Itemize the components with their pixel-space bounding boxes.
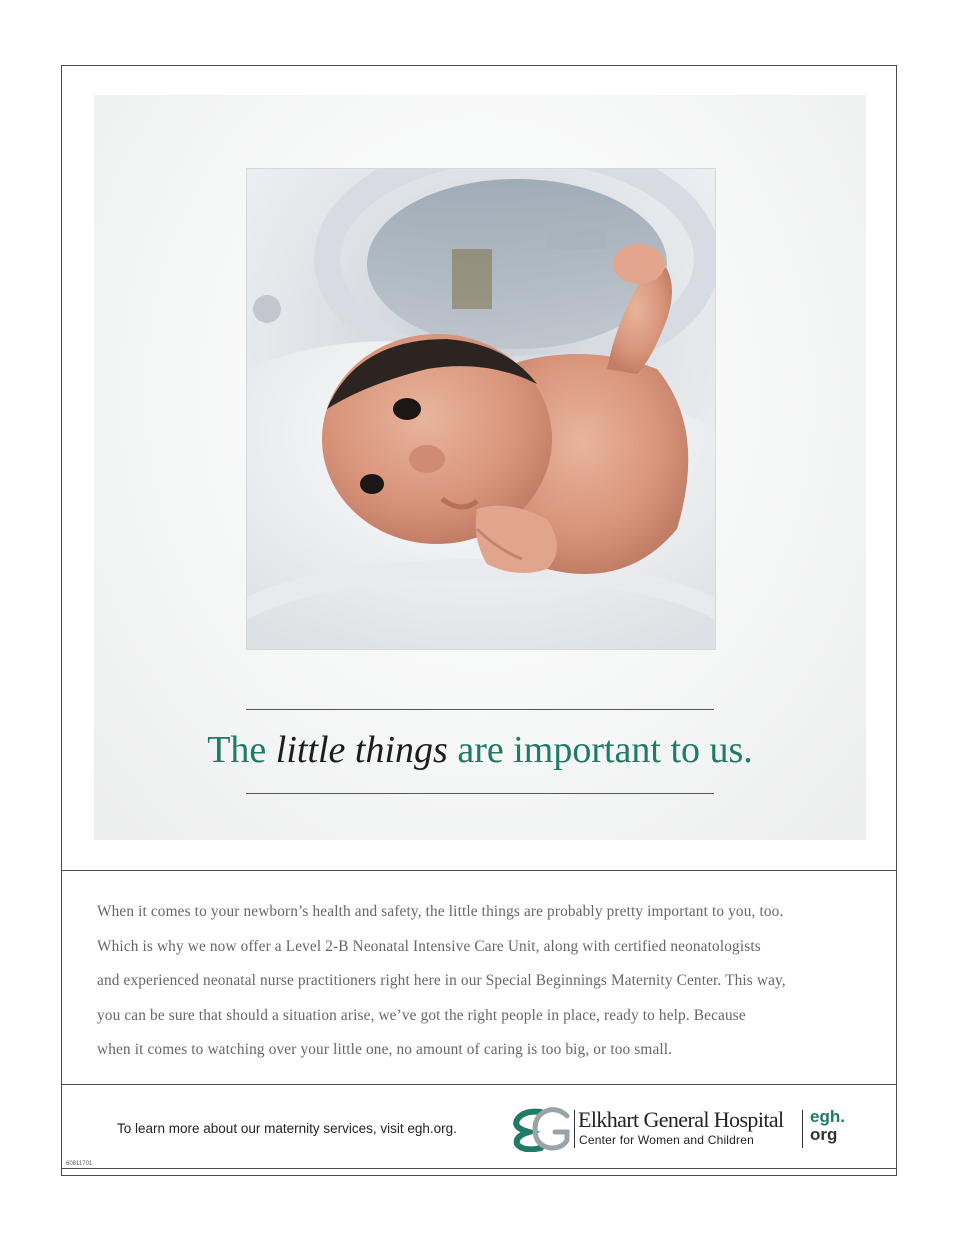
body-line: When it comes to your newborn’s health and safety, the little things are probably pretty important to you, too.: [97, 903, 784, 920]
section-divider-top: [62, 870, 896, 871]
body-line: you can be sure that should a situation arise, we’ve got the right people in place, ready to help. Because: [97, 1006, 746, 1024]
logo-divider: [802, 1110, 803, 1148]
headline-start: The: [207, 729, 276, 771]
call-to-action: To learn more about our maternity services, visit egh.org.: [117, 1121, 457, 1136]
logo-name: Elkhart General Hospital: [578, 1107, 784, 1132]
headline-end: are important to us.: [447, 729, 753, 771]
headline-emphasis: little things: [275, 729, 448, 771]
job-code: 60811701: [66, 1161, 93, 1167]
logo-subtitle: Center for Women and Children: [579, 1133, 754, 1147]
headline-rule-top: [246, 709, 714, 710]
newborn-photo: [246, 168, 716, 650]
egh-monogram-icon: [511, 1106, 571, 1152]
logo-divider: [574, 1110, 575, 1148]
body-line: Which is why we now offer a Level 2-B Neonatal Intensive Care Unit, along with certified neonatologists: [97, 937, 761, 955]
logo-url-line2: org: [810, 1125, 838, 1144]
section-divider-bottom: [62, 1084, 896, 1085]
headline: [94, 724, 866, 776]
body-line: when it comes to watching over your little one, no amount of caring is too big, or too small.: [97, 1041, 673, 1058]
hospital-logo: [511, 1106, 851, 1152]
body-copy: [97, 897, 872, 1070]
newborn-in-incubator-photo: [247, 169, 715, 649]
footer-divider: [62, 1168, 896, 1169]
body-line: and experienced neonatal nurse practitioners right here in our Special Beginnings Maternity Center. This way,: [97, 972, 786, 989]
headline-rule-bottom: [246, 793, 714, 794]
logo-url-line1: egh.: [810, 1107, 845, 1126]
